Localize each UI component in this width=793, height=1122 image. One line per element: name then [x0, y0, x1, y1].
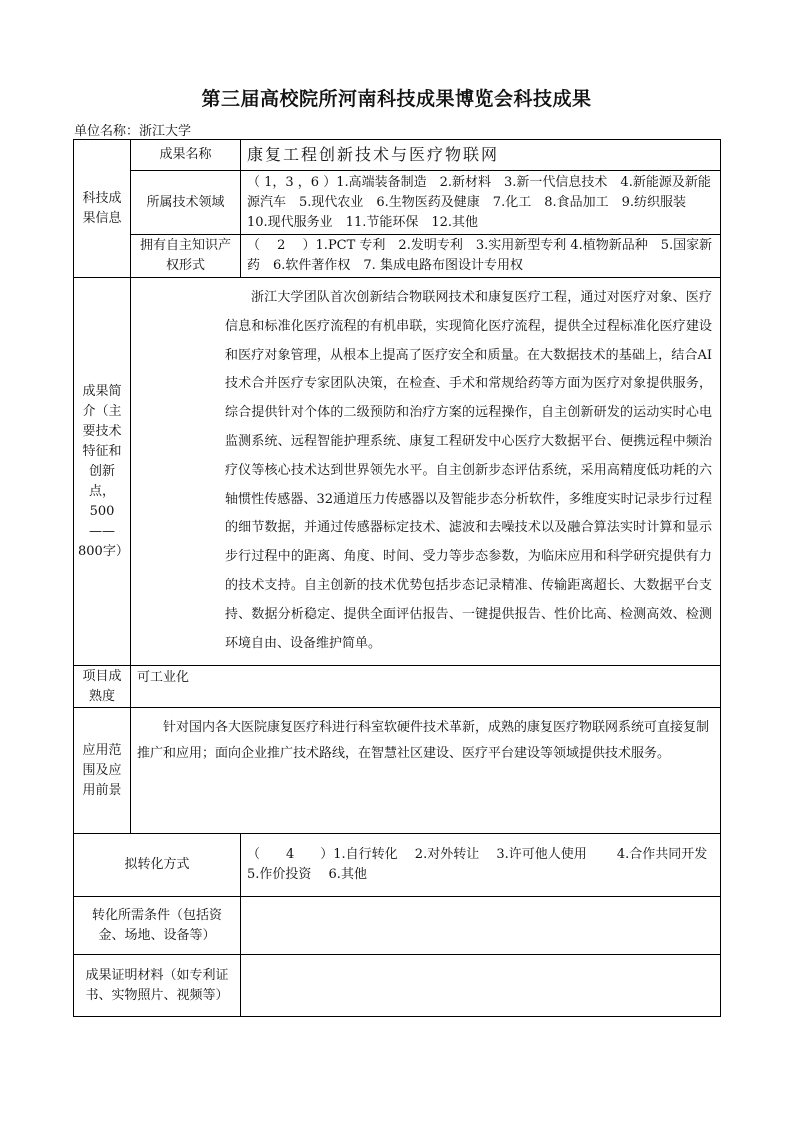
result-name-label: 成果名称 — [131, 140, 241, 171]
proof-value — [241, 955, 721, 1017]
transfer-options-line2: 5.作价投资 6.其他 — [247, 867, 367, 882]
results-table — [73, 139, 721, 1017]
result-name-value: 康复工程创新技术与医疗物联网 — [241, 140, 721, 171]
conditions-label: 转化所需条件（包括资金、场地、设备等） — [74, 897, 241, 955]
transfer-options-line1: （ 4 ）1.自行转化 2.对外转让 3.许可他人使用 4.合作共同开发 — [247, 847, 708, 862]
ip-label: 拥有自主知识产权形式 — [131, 235, 241, 278]
maturity-value: 可工业化 — [131, 666, 721, 708]
application-label: 应用范围及应用前景 — [74, 708, 131, 834]
field-label: 所属技术领域 — [131, 171, 241, 235]
transfer-value — [241, 834, 721, 897]
proof-label: 成果证明材料（如专利证书、实物照片、视频等） — [74, 955, 241, 1017]
unit-line — [74, 120, 191, 139]
summary-text: 浙江大学团队首次创新结合物联网技术和康复医疗工程，通过对医疗对象、医疗信息和标准化医疗流程的有机串联，实现简化医疗流程，提供全过程标准化医疗建设和医疗对象管理，从根本上提高了医疗安全和质量。在大数据技术的基础上，结合AI技术合并医疗专家团队决策，在检查、手术和常规给药等方面为医疗对象提供服务，综合提供针对个体的二级预防和治疗方案的远程操作，自主创新研发的运动实时心电监测系统、远程智能护理系统、康复工程研发中心医疗大数据平台、便携远程中频治疗仪等核心技术达到世界领先水平。自主创新步态评估系统，采用高精度低功耗的六轴惯性传感器、32通道压力传感器以及智能步态分析软件，多维度实时记录步行过程的细节数据，并通过传感器标定技术、滤波和去噪技术以及融合算法实时计算和显示步行过程中的距离、角度、时间、受力等步态参数，为临床应用和科学研究提供有力的技术支持。自主创新的技术优势包括步态记录精准、传输距离超长、大数据平台支持、数据分析稳定、提供全面评估报告、一键提供报告、性价比高、检测高效、检测环境自由、设备维护简单。 — [131, 278, 721, 666]
info-section-label: 科技成果信息 — [74, 140, 131, 278]
application-text: 针对国内各大医院康复医疗科进行科室软硬件技术革新，成熟的康复医疗物联网系统可直接复制推广和应用；面向企业推广技术路线，在智慧社区建设、医疗平台建设等领域提供技术服务。 — [131, 708, 721, 834]
field-value: （ 1，3 ，6 ）1.高端装备制造 2.新材料 3.新一代信息技术 4.新能源及新能源汽车 5.现代农业 6.生物医药及健康 7.化工 8.食品加工 9.纺织服装 10.现代服务业 11.节能环保 12.其他 — [241, 171, 721, 235]
transfer-label: 拟转化方式 — [74, 834, 241, 897]
maturity-label: 项目成熟度 — [74, 666, 131, 708]
unit-name: 浙江大学 — [139, 124, 192, 139]
conditions-value — [241, 897, 721, 955]
unit-label: 单位名称： — [74, 124, 140, 139]
ip-value: （ 2 ）1.PCT 专利 2.发明专利 3.实用新型专利 4.植物新品种 5.国家新药 6.软件著作权 7. 集成电路布图设计专用权 — [241, 235, 721, 278]
summary-label: 成果简介（主要技术特征和创新点，500——800字） — [74, 278, 131, 666]
page-title: 第三届高校院所河南科技成果博览会科技成果 — [201, 88, 592, 110]
